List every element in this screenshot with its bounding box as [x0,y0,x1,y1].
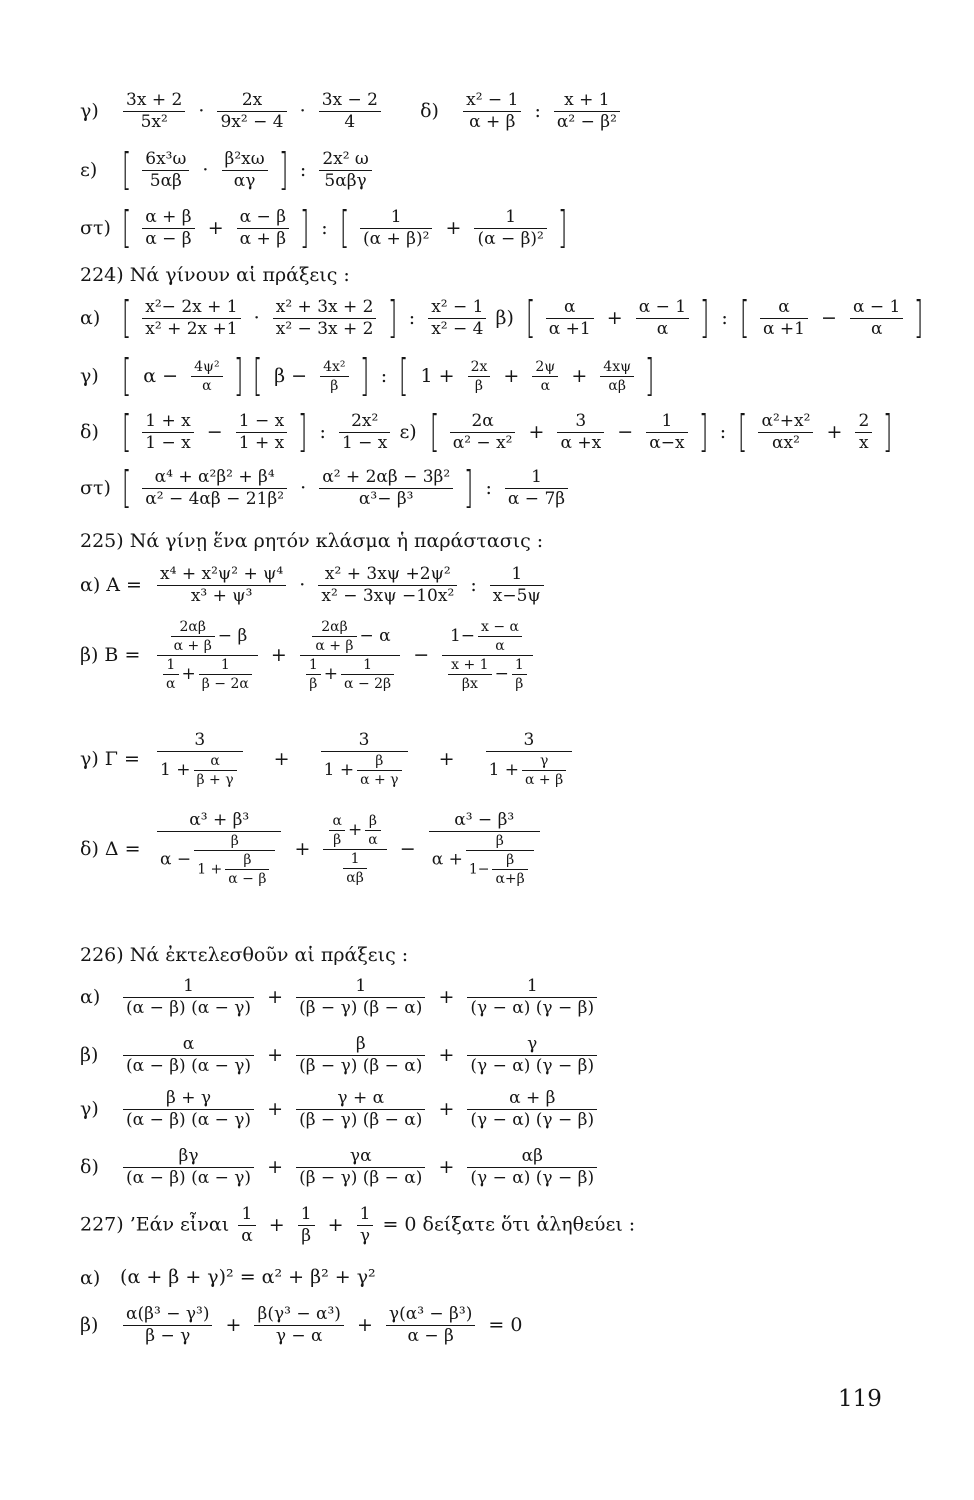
fraction [312,620,356,653]
ex227-alpha [80,1268,376,1288]
numerator: x + 1 [554,92,620,112]
fraction [490,566,544,605]
term: 1− [468,861,490,878]
label: δ) [420,100,439,122]
denominator: β + γ [196,772,234,788]
numerator: 1 [467,978,597,998]
label: β) [80,1314,99,1336]
numerator: 2αβ [312,620,356,637]
denominator: (α + β)² [362,228,430,249]
fraction [142,296,240,339]
denominator: (α − β) (α − γ) [126,1056,252,1076]
numerator: α + β [142,209,194,229]
ex225-gamma: γ) Γ = 3 1 + $\frac{\alpha}{\beta + \gamma}$ + 3 1 + $\frac{\beta}{\alpha + \gamma}$ + 3 1 + $\frac{\gamma}{\alpha + \beta}$ [80,732,575,787]
numerator: x² − 1 [463,92,521,112]
term: α + [431,849,463,870]
ex223-gamma: γ) $\frac{3x + 2}{\text{5x²}}$ · $\frac{2x}{\text{9x² − 4}}$ · $\frac{3x - 2}{4}$ δ) $\frac{\text{x² − 1}}{\alpha + \beta}$ : $\frac{x + 1}{\text{α² − β²}}$ [80,92,623,131]
label: α) [80,986,101,1008]
term: 1 + [197,861,223,878]
fraction [450,410,516,453]
numerator: 1 [474,209,546,229]
numerator: 1 [123,978,254,998]
fraction [466,834,534,886]
fraction [758,410,813,453]
denominator: 4 [344,112,356,132]
numerator: α [546,299,594,319]
numerator: γ [467,1036,597,1056]
denominator: α − 2β [344,676,392,692]
numerator: 3x + 2 [123,92,185,112]
numerator: 4x² [320,360,348,377]
numerator: 1 [163,658,178,675]
fraction [237,206,289,249]
numerator: αβ [467,1148,597,1168]
denominator: β − 2α [201,676,249,692]
numerator: 1 [199,658,252,675]
denominator: α [540,377,551,394]
denominator: β − γ [145,1326,191,1346]
numerator: 3 [557,413,604,433]
denominator: (β − γ) (β − α) [299,1056,423,1076]
denominator: α + β [525,772,564,788]
ex225-beta: β) Β = $\frac{2\alpha\beta}{\alpha + \beta}$ − β $\frac{1}{\alpha}$ + $\frac{1}{\beta - 2\alpha}$ + $\frac{2\alpha\beta}{\alpha + \beta}$ − α $\frac{1}{\beta}$ + $\frac{1}{\alpha - 2\beta}$ − 1− $\frac{x - \alpha}{\alpha}$ $\frac{x + 1}{\beta x}$ − $\frac{1}{\beta}$ [80,620,536,691]
label: στ) [80,476,111,499]
compound-fraction [157,812,281,886]
numerator: α²+x² [758,413,813,433]
fraction [428,296,486,339]
fraction [217,92,286,131]
fraction [296,978,425,1017]
label: δ) [80,1156,99,1178]
denominator: α [495,638,505,654]
ex225-alpha: α) Α = $\frac{\text{x⁴ + x²ψ² + ψ⁴}}{\text{x³ + ψ³}}$ · $\frac{\text{x² + 3xψ +2ψ²}}{\text{x² − 3xψ −10x²}}$ : $\frac{1}{x-5\psi}$ [80,566,547,605]
denominator: (γ − α) (γ − β) [470,1168,595,1188]
fraction [463,92,521,131]
compound-fraction [429,812,540,886]
numerator: β [194,834,275,851]
fraction [320,360,348,393]
ex224-gamma: γ) [ α − $\frac{\text{4ψ²}}{\alpha}$ ] [ β − $\frac{\text{4x²}}{\beta}$ ] : [ 1 + $\frac{2x}{\beta}$ + $\frac{2\psi}{\alpha}$ + $\frac{4x\psi}{\alpha\beta}$ ] [80,350,655,401]
denominator: x² − 3xψ −10x² [321,586,455,606]
denominator: αγ [233,170,256,191]
numerator: 1 − x [236,413,287,433]
term: α − [160,849,192,870]
ex223-epsilon: ε) [ $\frac{\text{6x³ω}}{5\alpha\beta}$ · $\frac{\text{β²xω}}{\alpha\gamma}$ ] : 2x² ω 5αβγ [80,148,375,192]
numerator: 1 [298,1206,315,1226]
denominator: α − β [145,228,192,249]
fraction [448,658,491,691]
numerator: γ(α³ − β³) [386,1306,475,1326]
numerator: β(γ³ − α³) [254,1306,343,1326]
fraction [467,1090,597,1129]
label: γ) Γ = [80,748,140,770]
label: α) [80,306,101,329]
denominator: α +x [560,432,602,453]
denominator: x² − 4 [431,318,484,339]
compound-fraction: 1− $\frac{x - \alpha}{\alpha}$ $\frac{x + 1}{\beta x}$ − $\frac{1}{\beta}$ [442,620,533,691]
fraction [306,658,321,691]
term: 1 + [488,760,520,780]
label: ε) [80,158,98,181]
fraction [467,1148,597,1187]
fraction [254,1306,343,1345]
fraction [554,92,620,131]
ex224-delta-epsilon: δ) [ $\frac{1 + x}{1 - x}$ − $\frac{1 - x}{1 + x}$ ] : $\frac{\text{2x²}}{1 - x}$ ε) [ $\frac{2\alpha}{\text{α² − x²}}$ + $\frac{3}{\alpha +x}$ − $\frac{1}{\alpha-x}$ ] : [ $\frac{\text{α²+x²}}{\text{αx²}}$ + $\frac{2}{x}$ ] [80,406,893,457]
denominator: 5x² [140,112,168,132]
compound-fraction [486,732,573,787]
denominator: α [166,676,176,692]
ex226-row: α) $\frac{1}{(\alpha - \beta) (\alpha - \gamma)}$ + $\frac{1}{(\beta - \gamma) (\beta - \alpha)}$ + $\frac{1}{(\gamma - \alpha) (\gamma - \beta)}$ [80,978,600,1017]
denominator: α² − x² [452,432,513,453]
numerator: β + γ [123,1090,254,1110]
fraction [123,978,254,1017]
numerator: β [225,853,269,870]
numerator: α − 1 [636,299,689,319]
denominator: x³ + ψ³ [190,586,253,606]
fraction [296,1090,425,1129]
fraction [360,206,432,249]
ex227-beta: β) $\frac{\text{α(β³ − γ³)}}{\beta - \gamma}$ + $\frac{\text{β(γ³ − α³)}}{\gamma - \alpha}$ + $\frac{\text{γ(α³ − β³)}}{\alpha - \beta}$ = 0 [80,1304,523,1346]
numerator: 2 [855,413,872,433]
fraction [171,620,215,653]
denominator: α + β [315,638,354,654]
label: γ) [80,100,99,122]
fraction [760,296,808,339]
numerator: 2α [450,413,516,433]
denominator: (β − γ) (β − α) [299,1168,423,1188]
numerator: x² + 3x + 2 [273,299,377,319]
label: γ) [80,364,99,387]
numerator: 1 [343,852,367,869]
numerator: x² − 1 [428,299,486,319]
denominator: (β − γ) (β − α) [299,998,423,1018]
fraction [357,1206,374,1245]
denominator: γ − α [275,1326,323,1346]
numerator: α³ + β³ [157,812,281,832]
fraction [194,754,237,787]
fraction [298,1206,315,1245]
fraction [199,658,252,691]
fraction [636,296,689,339]
numerator: γα [296,1148,425,1168]
label: ε) [399,420,417,443]
numerator: 4xψ [600,360,634,377]
numerator: x + 1 [448,658,491,675]
fraction [646,410,687,453]
numerator: 1 [360,209,432,229]
denominator: (α − β) (α − γ) [126,1110,252,1130]
term: β − [274,364,308,387]
fraction [341,658,394,691]
numerator: γ + α [296,1090,425,1110]
ex226-row: δ) $\frac{\beta\gamma}{(\alpha - \beta) (\alpha - \gamma)}$ + $\frac{\gamma\alpha}{(\beta - \gamma) (\beta - \alpha)}$ + $\frac{\alpha\beta}{(\gamma - \alpha) (\gamma - \beta)}$ [80,1148,600,1187]
fraction [236,410,287,453]
denominator: α³− β³ [358,488,414,509]
fraction [357,754,401,787]
numerator: 2x² [339,413,390,433]
fraction [467,1036,597,1075]
term: 1 + [420,364,455,387]
compound-fraction: $\frac{2\alpha\beta}{\alpha + \beta}$ − β $\frac{1}{\alpha}$ + $\frac{1}{\beta - 2\alpha}$ [157,620,258,691]
numerator: α [123,1036,254,1056]
numerator: 3 [321,732,408,752]
fraction [339,410,390,453]
identity: (α + β + γ)² = α² + β² + γ² [120,1266,376,1288]
label: α) Α = [80,574,142,596]
numerator: 1 [505,469,568,489]
fraction [478,620,522,653]
denominator: α² − β² [556,112,617,132]
denominator: (γ − α) (γ − β) [470,1110,595,1130]
fraction [123,1306,212,1345]
denominator: (γ − α) (γ − β) [470,1056,595,1076]
denominator: γ [359,1226,371,1246]
denominator: (β − γ) (β − α) [299,1110,423,1130]
numerator: 2x [217,92,286,112]
numerator: α − 1 [850,299,903,319]
numerator: α(β³ − γ³) [123,1306,212,1326]
fraction [468,360,491,393]
numerator: 3 [486,732,573,752]
denominator: (α − β) (α − γ) [126,1168,252,1188]
term: − β [217,626,248,646]
label: β) [80,1044,99,1066]
term: 1− [449,626,475,646]
fraction [492,853,527,886]
compound-fraction [321,732,408,787]
denominator: α−x [649,432,685,453]
denominator: α [870,318,883,339]
denominator: (α − β) (α − γ) [126,998,252,1018]
label: δ) [80,420,99,443]
fraction [123,1036,254,1075]
numerator: x² + 3xψ +2ψ² [318,566,457,586]
denominator: α +1 [763,318,805,339]
term: − α [359,626,391,646]
fraction [855,410,872,453]
fraction [225,853,269,886]
numerator: α − β [237,209,289,229]
fraction [123,1090,254,1129]
numerator: 4ψ² [191,360,223,377]
label: στ) [80,216,111,239]
term: 1 + [323,760,355,780]
fraction [194,834,275,886]
denominator: (γ − α) (γ − β) [470,998,595,1018]
fraction [296,1148,425,1187]
numerator: α + β [467,1090,597,1110]
heading-text: 227) ’Εάν εἶναι [80,1213,230,1236]
denominator: (α − β)² [477,228,544,249]
fraction [546,296,594,339]
numerator: β [296,1036,425,1056]
denominator: β [333,831,342,848]
compound-fraction: $\frac{2\alpha\beta}{\alpha + \beta}$ − α $\frac{1}{\beta}$ + $\frac{1}{\alpha - 2\beta}$ [300,620,400,691]
denominator: β [474,377,484,394]
label: δ) Δ = [80,837,141,860]
denominator: β [309,676,318,692]
numerator: 1 [357,1206,374,1226]
denominator: 1 + x [238,432,285,453]
denominator: αx² [772,432,800,453]
denominator: α [368,831,378,848]
numerator: 3x − 2 [319,92,381,112]
denominator: α + β [469,112,516,132]
fraction [157,566,286,605]
fraction [319,466,453,509]
fraction [467,978,597,1017]
denominator: βx [461,676,478,692]
denominator: α +1 [548,318,591,339]
numerator: β [466,834,534,851]
compound-fraction [157,732,243,787]
denominator: β [301,1226,312,1246]
fraction [142,466,287,509]
label: γ) [80,1098,99,1120]
denominator: α² − 4αβ − 21β² [145,488,285,509]
fraction [522,754,566,787]
denominator: 1 − x [341,432,388,453]
numerator: βγ [123,1148,254,1168]
fraction [532,360,558,393]
numerator: α [194,754,237,771]
fraction [318,566,457,605]
ex226-row: β) $\frac{\alpha}{(\alpha - \beta) (\alpha - \gamma)}$ + $\frac{\beta}{(\beta - \gamma) (\beta - \alpha)}$ + $\frac{\gamma}{(\gamma - \alpha) (\gamma - \beta)}$ [80,1036,600,1075]
numerator: 1 + x [142,413,193,433]
numerator: α³ − β³ [429,812,540,832]
label: β) Β = [80,644,141,666]
ex224-stigma: στ) [ $\frac{\text{α⁴ + α²β² + β⁴}}{\text{α² − 4αβ − 21β²}}$ · $\frac{\text{α² + 2αβ − 3β²}}{\text{α³− β³}}$ ] : $\frac{1}{\alpha - 7\beta}$ [80,466,571,510]
ex227-heading: 227) ’Εάν εἶναι $\frac{1}{\alpha}$ + $\frac{1}{\beta}$ + $\frac{1}{\gamma}$ = 0 δείξατε ὅτι ἀληθεύει : [80,1204,636,1246]
numerator: 6x³ω [142,151,189,171]
numerator: 1 [238,1206,255,1226]
ex225-delta: δ) Δ = α³ + β³ α − β 1 + $\frac{\beta}{\alpha - \beta}$ + $\frac{\alpha}{\beta}$ + $\frac{\beta}{\alpha}$ $\frac{1}{\alpha\beta}$ − α³ − β³ α + β 1− $\frac{\beta}{\alpha+\beta}$ [80,812,543,886]
denominator: x−5ψ [492,586,541,606]
denominator: x² − 3x + 2 [275,318,374,339]
denominator: αβ [608,377,626,394]
fraction [222,148,268,191]
term: α − [143,364,179,387]
fraction [142,206,194,249]
ex223-stigma: στ) [ $\frac{\alpha + \beta}{\alpha - \beta}$ + $\frac{\alpha - \beta}{\alpha + \beta}$ ] : [ $\frac{1}{\text{(α + β)²}}$ + $\frac{1}{\text{(α − β)²}}$ ] [80,202,568,253]
label: α) [80,1266,101,1289]
fraction [123,1148,254,1187]
denominator: α [202,377,212,394]
numerator: 2αβ [171,620,215,637]
denominator: α − β [407,1326,454,1346]
numerator: γ [522,754,566,771]
fraction [191,360,223,393]
fraction [557,410,604,453]
denominator: α [656,318,669,339]
denominator: 1 − x [145,432,191,453]
fraction [505,466,568,509]
numerator: 2x² ω [319,151,371,171]
denominator: α − β [228,871,267,887]
fraction [238,1206,255,1245]
denominator: α+β [495,871,525,887]
denominator: β [330,377,339,394]
numerator: 2ψ [532,360,558,377]
page-number: 119 [838,1386,882,1412]
fraction [474,206,546,249]
fraction [142,148,189,191]
denominator: β [515,676,524,692]
fraction [273,296,377,339]
fraction [850,296,903,339]
numerator: 1 [490,566,544,586]
numerator: β [492,853,527,870]
denominator: 5αβγ [324,170,367,191]
numerator: β [357,754,401,771]
numerator: 1 [296,978,425,998]
denominator: α [241,1226,253,1246]
numerator: x⁴ + x²ψ² + ψ⁴ [157,566,286,586]
numerator: 2x [468,360,491,377]
denominator: α + γ [360,772,399,788]
fraction [319,92,381,131]
ex224-alpha-beta: α) [ $\frac{\text{x²− 2x + 1}}{\text{x² + 2x +1}}$ · $\frac{\text{x² + 3x + 2}}{\text{x² − 3x + 2}}$ ] : $\frac{\text{x² − 1}}{\text{x² − 4}}$ β) [ $\frac{\alpha}{\alpha +1}$ + $\frac{\alpha - 1}{\alpha}$ ] : [ $\frac{\alpha}{\alpha +1}$ − $\frac{\alpha - 1}{\alpha}$ ] [80,292,924,343]
fraction [386,1306,475,1345]
ex226-heading: 226) Νά ἐκτελεσθοῦν αἱ πράξεις : [80,944,409,966]
denominator: x [859,432,869,453]
numerator: 1 [306,658,321,675]
denominator: 9x² − 4 [220,112,284,132]
term: 1 + [160,760,191,780]
ex226-row: γ) $\frac{\beta + \gamma}{(\alpha - \beta) (\alpha - \gamma)}$ + $\frac{\gamma + \alpha}{(\beta - \gamma) (\beta - \alpha)}$ + $\frac{\alpha + \beta}{(\gamma - \alpha) (\gamma - \beta)}$ [80,1090,600,1129]
heading-tail: = 0 δείξατε ὅτι ἀληθεύει : [382,1213,636,1236]
denominator: α + β [173,638,212,654]
numerator: α [329,814,344,831]
numerator: 1 [646,413,687,433]
numerator: 1 [341,658,394,675]
ex224-heading: 224) Νά γίνουν αἱ πράξεις : [80,264,350,286]
fraction [512,658,527,691]
numerator: x − α [478,620,522,637]
fraction [142,410,193,453]
denominator: α − 7β [507,488,566,509]
denominator: 5αβ [149,170,182,191]
equals-zero: = 0 [488,1314,523,1336]
fraction [319,148,371,191]
fraction [329,814,344,847]
fraction [296,1036,425,1075]
numerator: x²− 2x + 1 [142,299,240,319]
numerator: β [365,814,380,831]
numerator: β²xω [222,151,268,171]
numerator: α⁴ + α²β² + β⁴ [142,469,287,489]
denominator: αβ [346,869,364,886]
denominator: x² + 2x +1 [145,318,238,339]
ex225-heading: 225) Νά γίνῃ ἕνα ρητόν κλάσμα ἡ παράστασις : [80,530,544,552]
denominator: α + β [239,228,287,249]
numerator: 3 [157,732,243,752]
fraction [123,92,185,131]
compound-fraction: $\frac{\alpha}{\beta}$ + $\frac{\beta}{\alpha}$ $\frac{1}{\alpha\beta}$ [323,814,386,885]
fraction [163,658,178,691]
numerator: α² + 2αβ − 3β² [319,469,453,489]
fraction [600,360,634,393]
fraction [365,814,380,847]
label: β) [495,306,514,329]
numerator: 1 [512,658,527,675]
fraction [343,852,367,885]
numerator: α [760,299,808,319]
